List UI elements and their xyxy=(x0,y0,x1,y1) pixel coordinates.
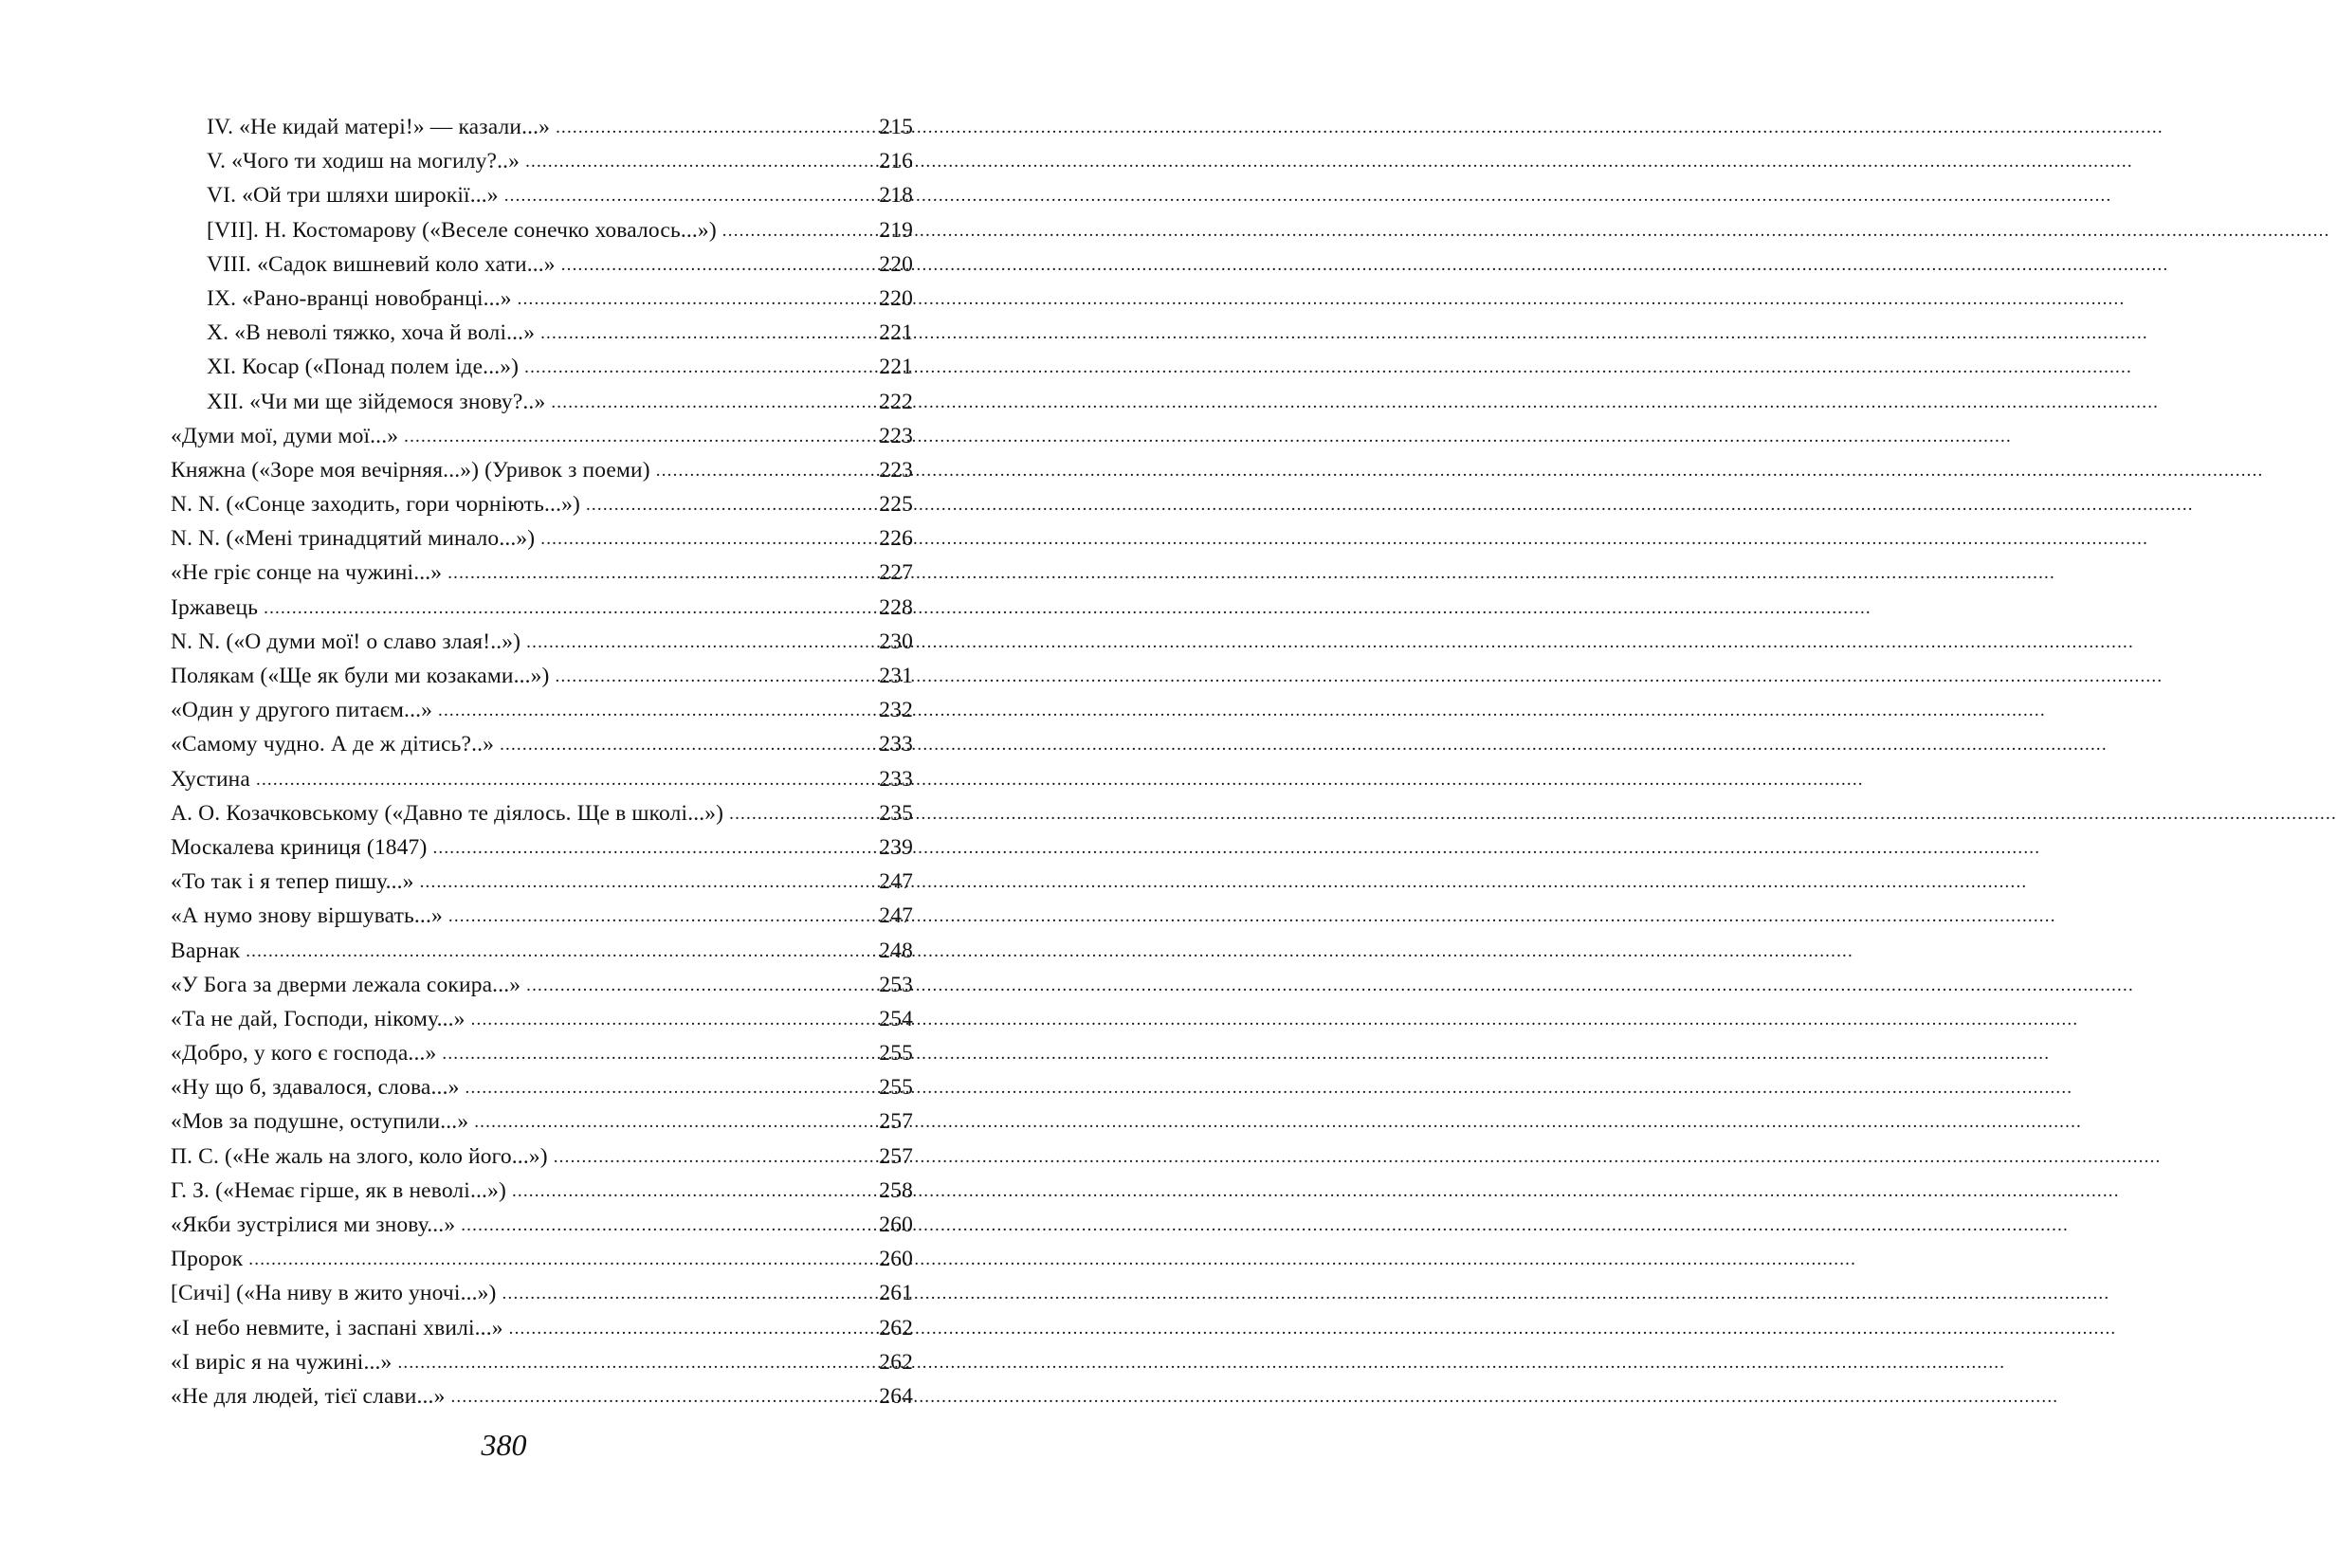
toc-entry xyxy=(171,1247,913,1281)
toc-dot-leader xyxy=(556,663,874,688)
toc-dot-leader xyxy=(447,559,873,585)
toc-entry-title: «Та не дай, Господи, нікому...» xyxy=(171,1006,466,1031)
toc-dot-leader xyxy=(554,1143,874,1169)
toc-entry-page: 232 xyxy=(879,698,913,723)
toc-entry xyxy=(171,973,913,1007)
toc-dot-leader xyxy=(502,1280,874,1305)
toc-entry xyxy=(171,492,913,526)
table-of-contents xyxy=(171,115,913,1418)
toc-dot-leader xyxy=(524,354,873,379)
toc-entry-page: 230 xyxy=(879,629,913,654)
toc-entry-page: 226 xyxy=(879,526,913,552)
toc-entry-page: 223 xyxy=(879,423,913,448)
toc-entry-title: «То так і я тепер пишу...» xyxy=(171,869,414,895)
toc-dot-leader xyxy=(438,697,873,722)
toc-entry-title: «І виріс я на чужині...» xyxy=(171,1349,393,1375)
toc-dot-leader xyxy=(504,182,874,208)
toc-dot-leader xyxy=(246,938,873,963)
toc-entry-page: 247 xyxy=(879,903,913,929)
toc-entry xyxy=(171,1041,913,1075)
toc-entry-title: «І небо невмите, і заспані хвилі...» xyxy=(171,1315,503,1340)
toc-dot-leader xyxy=(500,731,873,757)
toc-dot-leader xyxy=(248,1246,873,1271)
toc-entry-page: 257 xyxy=(879,1109,913,1135)
toc-entry-page: 219 xyxy=(879,217,913,243)
toc-entry-title: «Один у другого питаєм...» xyxy=(171,698,433,723)
toc-entry-page: 257 xyxy=(879,1143,913,1169)
toc-entry xyxy=(171,1075,913,1109)
toc-entry-page: 261 xyxy=(879,1281,913,1306)
toc-dot-leader xyxy=(729,800,873,826)
toc-entry xyxy=(171,1350,913,1384)
toc-entry-title: Варнак xyxy=(171,938,241,963)
toc-dot-leader xyxy=(448,903,873,928)
toc-entry xyxy=(171,1144,913,1178)
toc-dot-leader xyxy=(466,1074,874,1100)
toc-entry-title: Княжна («Зоре моя вечірняя...») (Уривок з поеми) xyxy=(171,457,650,483)
toc-entry xyxy=(171,835,913,869)
toc-entry xyxy=(171,1281,913,1315)
toc-entry xyxy=(171,526,913,560)
toc-entry-page: 248 xyxy=(879,938,913,963)
toc-entry xyxy=(171,252,913,286)
toc-entry-page: 247 xyxy=(879,869,913,895)
toc-dot-leader xyxy=(256,766,873,792)
toc-entry xyxy=(171,939,913,973)
toc-entry xyxy=(171,595,913,629)
toc-entry-title: N. N. («Мені тринадцятий минало...») xyxy=(171,526,536,552)
toc-dot-leader xyxy=(512,1177,873,1203)
toc-dot-leader xyxy=(551,389,873,414)
toc-dot-leader xyxy=(540,525,873,551)
toc-entry xyxy=(171,1007,913,1041)
toc-entry xyxy=(171,664,913,698)
toc-entry xyxy=(171,149,913,183)
toc-entry-page: 262 xyxy=(879,1349,913,1375)
toc-entry-page: 255 xyxy=(879,1075,913,1101)
toc-entry-title: VIII. «Садок вишневий коло хати...» xyxy=(207,251,556,277)
toc-entry-title: «Ну що б, здавалося, слова...» xyxy=(171,1075,460,1101)
toc-dot-leader xyxy=(556,114,873,139)
toc-entry-title: «У Бога за дверми лежала сокира...» xyxy=(171,972,521,997)
toc-entry-page: 227 xyxy=(879,560,913,586)
toc-entry-title: N. N. («О думи мої! о славо злая!..») xyxy=(171,629,521,654)
toc-entry xyxy=(171,1109,913,1143)
toc-dot-leader xyxy=(526,972,873,997)
toc-entry-page: 223 xyxy=(879,457,913,483)
toc-entry-title: Москалева криниця (1847) xyxy=(171,834,428,860)
toc-entry-page: 220 xyxy=(879,251,913,277)
toc-entry xyxy=(171,767,913,801)
toc-entry-page: 260 xyxy=(879,1247,913,1272)
toc-entry xyxy=(171,1316,913,1350)
toc-entry xyxy=(171,320,913,355)
toc-dot-leader xyxy=(518,285,874,311)
toc-dot-leader xyxy=(586,491,873,517)
toc-entry-page: 221 xyxy=(879,320,913,346)
toc-entry xyxy=(171,1384,913,1418)
toc-dot-leader xyxy=(525,148,873,173)
toc-entry xyxy=(171,1178,913,1212)
toc-entry xyxy=(171,801,913,835)
toc-entry-title: VI. «Ой три шляхи широкії...» xyxy=(207,183,499,209)
toc-entry-title: «Самому чудно. А де ж дітись?..» xyxy=(171,732,495,757)
toc-dot-leader xyxy=(420,868,874,894)
toc-entry-page: 253 xyxy=(879,972,913,997)
toc-dot-leader xyxy=(540,319,873,345)
toc-entry-title: [Сичі] («На ниву в жито уночі...») xyxy=(171,1281,497,1306)
toc-entry xyxy=(171,218,913,252)
toc-entry-title: «Мов за подушне, оступили...» xyxy=(171,1109,469,1135)
toc-entry-title: V. «Чого ти ходиш на могилу?..» xyxy=(207,149,520,174)
toc-entry-page: 254 xyxy=(879,1006,913,1031)
toc-entry-page: 255 xyxy=(879,1041,913,1067)
toc-entry xyxy=(171,458,913,492)
toc-entry-page: 225 xyxy=(879,492,913,518)
toc-dot-leader xyxy=(526,629,873,654)
toc-entry xyxy=(171,1212,913,1247)
toc-dot-leader xyxy=(450,1383,873,1409)
toc-entry-title: XII. «Чи ми ще зійдемося знову?..» xyxy=(207,389,546,414)
toc-entry-page: 258 xyxy=(879,1177,913,1203)
toc-dot-leader xyxy=(509,1315,874,1340)
toc-entry-page: 233 xyxy=(879,766,913,792)
toc-entry-title: Пророк xyxy=(171,1247,244,1272)
toc-entry-page: 264 xyxy=(879,1383,913,1409)
toc-entry-page: 235 xyxy=(879,800,913,826)
toc-entry-title: «Якби зустрілися ми знову...» xyxy=(171,1212,456,1237)
toc-dot-leader xyxy=(397,1349,873,1375)
toc-entry-page: 218 xyxy=(879,183,913,209)
toc-entry-title: [VII]. Н. Костомарову («Веселе сонечко ховалось...») xyxy=(207,217,717,243)
toc-entry-page: 222 xyxy=(879,389,913,414)
toc-entry-page: 231 xyxy=(879,664,913,688)
toc-entry xyxy=(171,903,913,938)
toc-entry-page: 233 xyxy=(879,732,913,757)
toc-dot-leader xyxy=(461,1212,873,1237)
toc-entry xyxy=(171,629,913,664)
toc-entry xyxy=(171,115,913,149)
toc-entry xyxy=(171,732,913,766)
toc-dot-leader xyxy=(656,457,874,483)
toc-entry xyxy=(171,355,913,389)
toc-entry-page: 216 xyxy=(879,149,913,174)
toc-entry-title: N. N. («Сонце заходить, гори чорніють...») xyxy=(171,492,580,518)
toc-entry-title: «Думи мої, думи мої...» xyxy=(171,423,399,448)
toc-entry-title: IX. «Рано-вранці новобранці...» xyxy=(207,285,512,311)
toc-dot-leader xyxy=(264,594,873,620)
toc-entry-title: Полякам («Ще як були ми козаками...») xyxy=(171,664,550,688)
toc-entry-page: 239 xyxy=(879,834,913,860)
toc-entry-title: Г. З. («Немає гірше, як в неволі...») xyxy=(171,1177,506,1203)
toc-entry-title: Іржавець xyxy=(171,594,259,620)
toc-entry-page: 260 xyxy=(879,1212,913,1237)
toc-entry xyxy=(171,286,913,320)
toc-entry xyxy=(171,869,913,903)
toc-dot-leader xyxy=(442,1040,873,1066)
toc-dot-leader xyxy=(722,217,874,243)
toc-entry xyxy=(171,183,913,217)
toc-entry-title: «Не гріє сонце на чужині...» xyxy=(171,560,443,586)
toc-entry-title: П. С. («Не жаль на злого, коло його...») xyxy=(171,1143,548,1169)
toc-dot-leader xyxy=(474,1108,873,1134)
toc-entry-title: «Добро, у кого є господа...» xyxy=(171,1041,437,1067)
toc-entry xyxy=(171,698,913,732)
toc-entry xyxy=(171,390,913,424)
toc-dot-leader xyxy=(471,1006,874,1031)
toc-entry-page: 228 xyxy=(879,594,913,620)
toc-entry-title: XI. Косар («Понад полем іде...») xyxy=(207,355,520,380)
toc-entry-title: X. «В неволі тяжко, хоча й волі...» xyxy=(207,320,536,346)
toc-entry-title: «А нумо знову віршувать...» xyxy=(171,903,443,929)
toc-entry-title: Хустина xyxy=(171,766,250,792)
toc-dot-leader xyxy=(561,251,874,277)
page-number: 380 xyxy=(481,1428,527,1462)
toc-entry-title: А. О. Козачковському («Давно те діялось. Ще в школі...») xyxy=(171,800,724,826)
toc-entry-page: 221 xyxy=(879,355,913,380)
toc-entry-title: IV. «Не кидай матері!» — казали...» xyxy=(207,115,551,139)
toc-entry xyxy=(171,424,913,458)
toc-entry xyxy=(171,560,913,594)
toc-entry-title: «Не для людей, тієї слави...» xyxy=(171,1383,446,1409)
toc-dot-leader xyxy=(432,834,873,860)
toc-entry-page: 262 xyxy=(879,1315,913,1340)
toc-entry-page: 220 xyxy=(879,285,913,311)
toc-entry-page: 215 xyxy=(879,115,913,139)
toc-dot-leader xyxy=(404,423,873,448)
